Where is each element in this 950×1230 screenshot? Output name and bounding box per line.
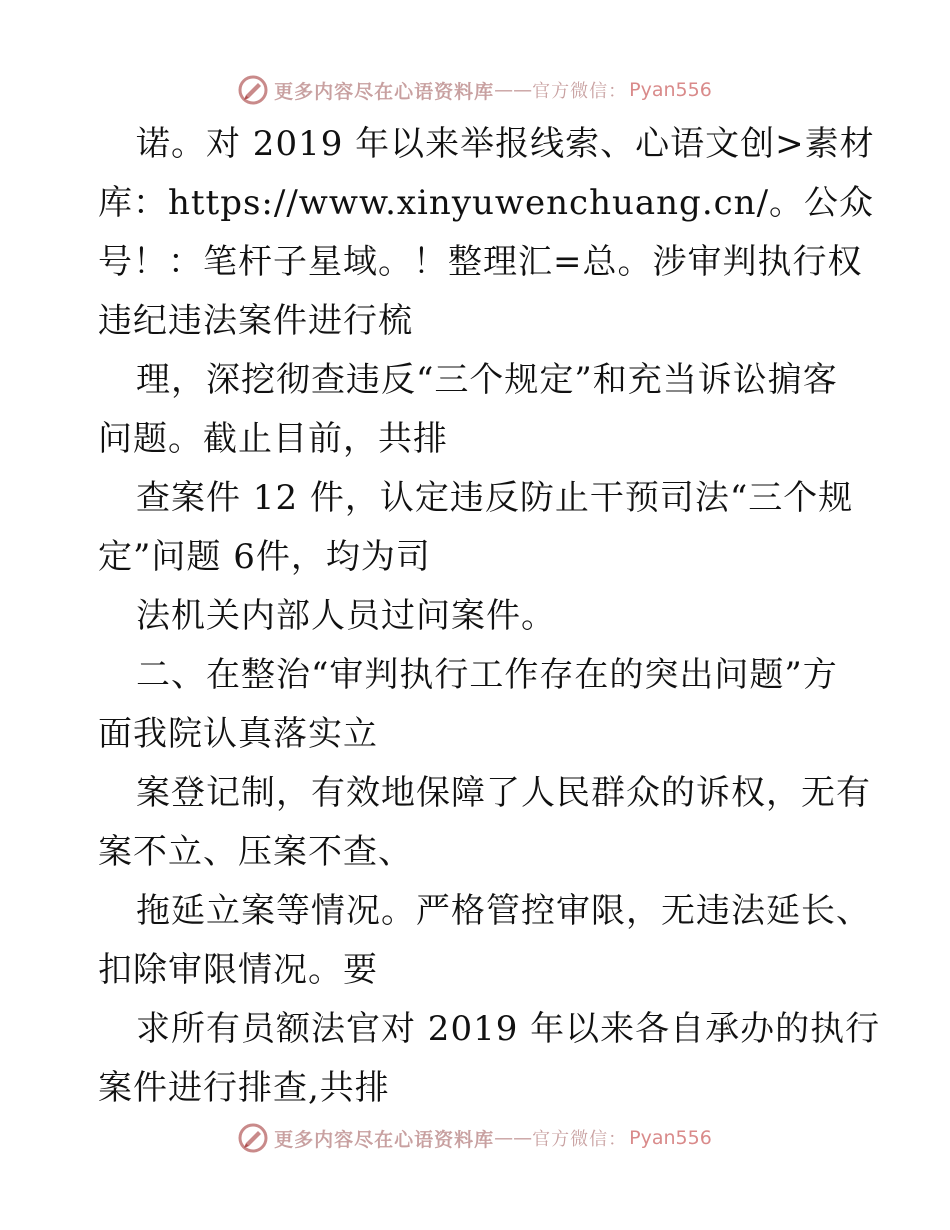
text-line: 诺。对 2019 年以来举报线索、心语文创>素材: [136, 124, 875, 164]
text-line: 拖延立案等情况。严格管控审限，无违法延长、: [136, 891, 871, 931]
text-line: 面我院认真落实立: [98, 714, 378, 754]
banner-subtitle: 官方微信：: [532, 81, 628, 102]
text-line: 案登记制，有效地保障了人民群众的诉权，无有: [136, 773, 871, 813]
pen-logo-icon: [238, 75, 268, 105]
text-line: 扣除审限情况。要: [98, 950, 378, 990]
banner-title: 更多内容尽在心语资料库: [274, 1128, 495, 1151]
text-line: 理，深挖彻查违反“三个规定”和充当诉讼掮客: [136, 360, 838, 400]
banner-title: 更多内容尽在心语资料库: [274, 80, 495, 103]
text-line: 查案件 12 件，认定违反防止干预司法“三个规: [136, 478, 854, 518]
banner-dash: ——: [494, 1127, 533, 1149]
pen-logo-icon: [238, 1123, 268, 1153]
banner-dash: ——: [494, 79, 533, 101]
text-line: 案件进行排查,共排: [98, 1068, 390, 1108]
text-line: 法机关内部人员过问案件。: [136, 596, 556, 636]
text-line: 问题。截止目前，共排: [98, 419, 448, 459]
text-line: 违纪违法案件进行梳: [98, 301, 413, 341]
header-watermark-banner: [0, 70, 950, 110]
text-line: 二、在整治“审判执行工作存在的突出问题”方: [136, 655, 838, 695]
banner-wechat-id: Pyan556: [629, 79, 712, 101]
banner-wechat-id: Pyan556: [629, 1127, 712, 1149]
text-line: 求所有员额法官对 2019 年以来各自承办的执行: [136, 1009, 881, 1049]
text-line: 定”问题 6件，均为司: [98, 537, 431, 577]
text-line: 库：https://www.xinyuwenchuang.cn/。公众: [98, 183, 875, 223]
text-line: 案不立、压案不查、: [98, 832, 413, 872]
text-line: 号！：笔杆子星域。！整理汇=总。涉审判执行权: [98, 242, 863, 282]
footer-watermark-banner: [0, 1118, 950, 1158]
banner-subtitle: 官方微信：: [532, 1129, 628, 1150]
